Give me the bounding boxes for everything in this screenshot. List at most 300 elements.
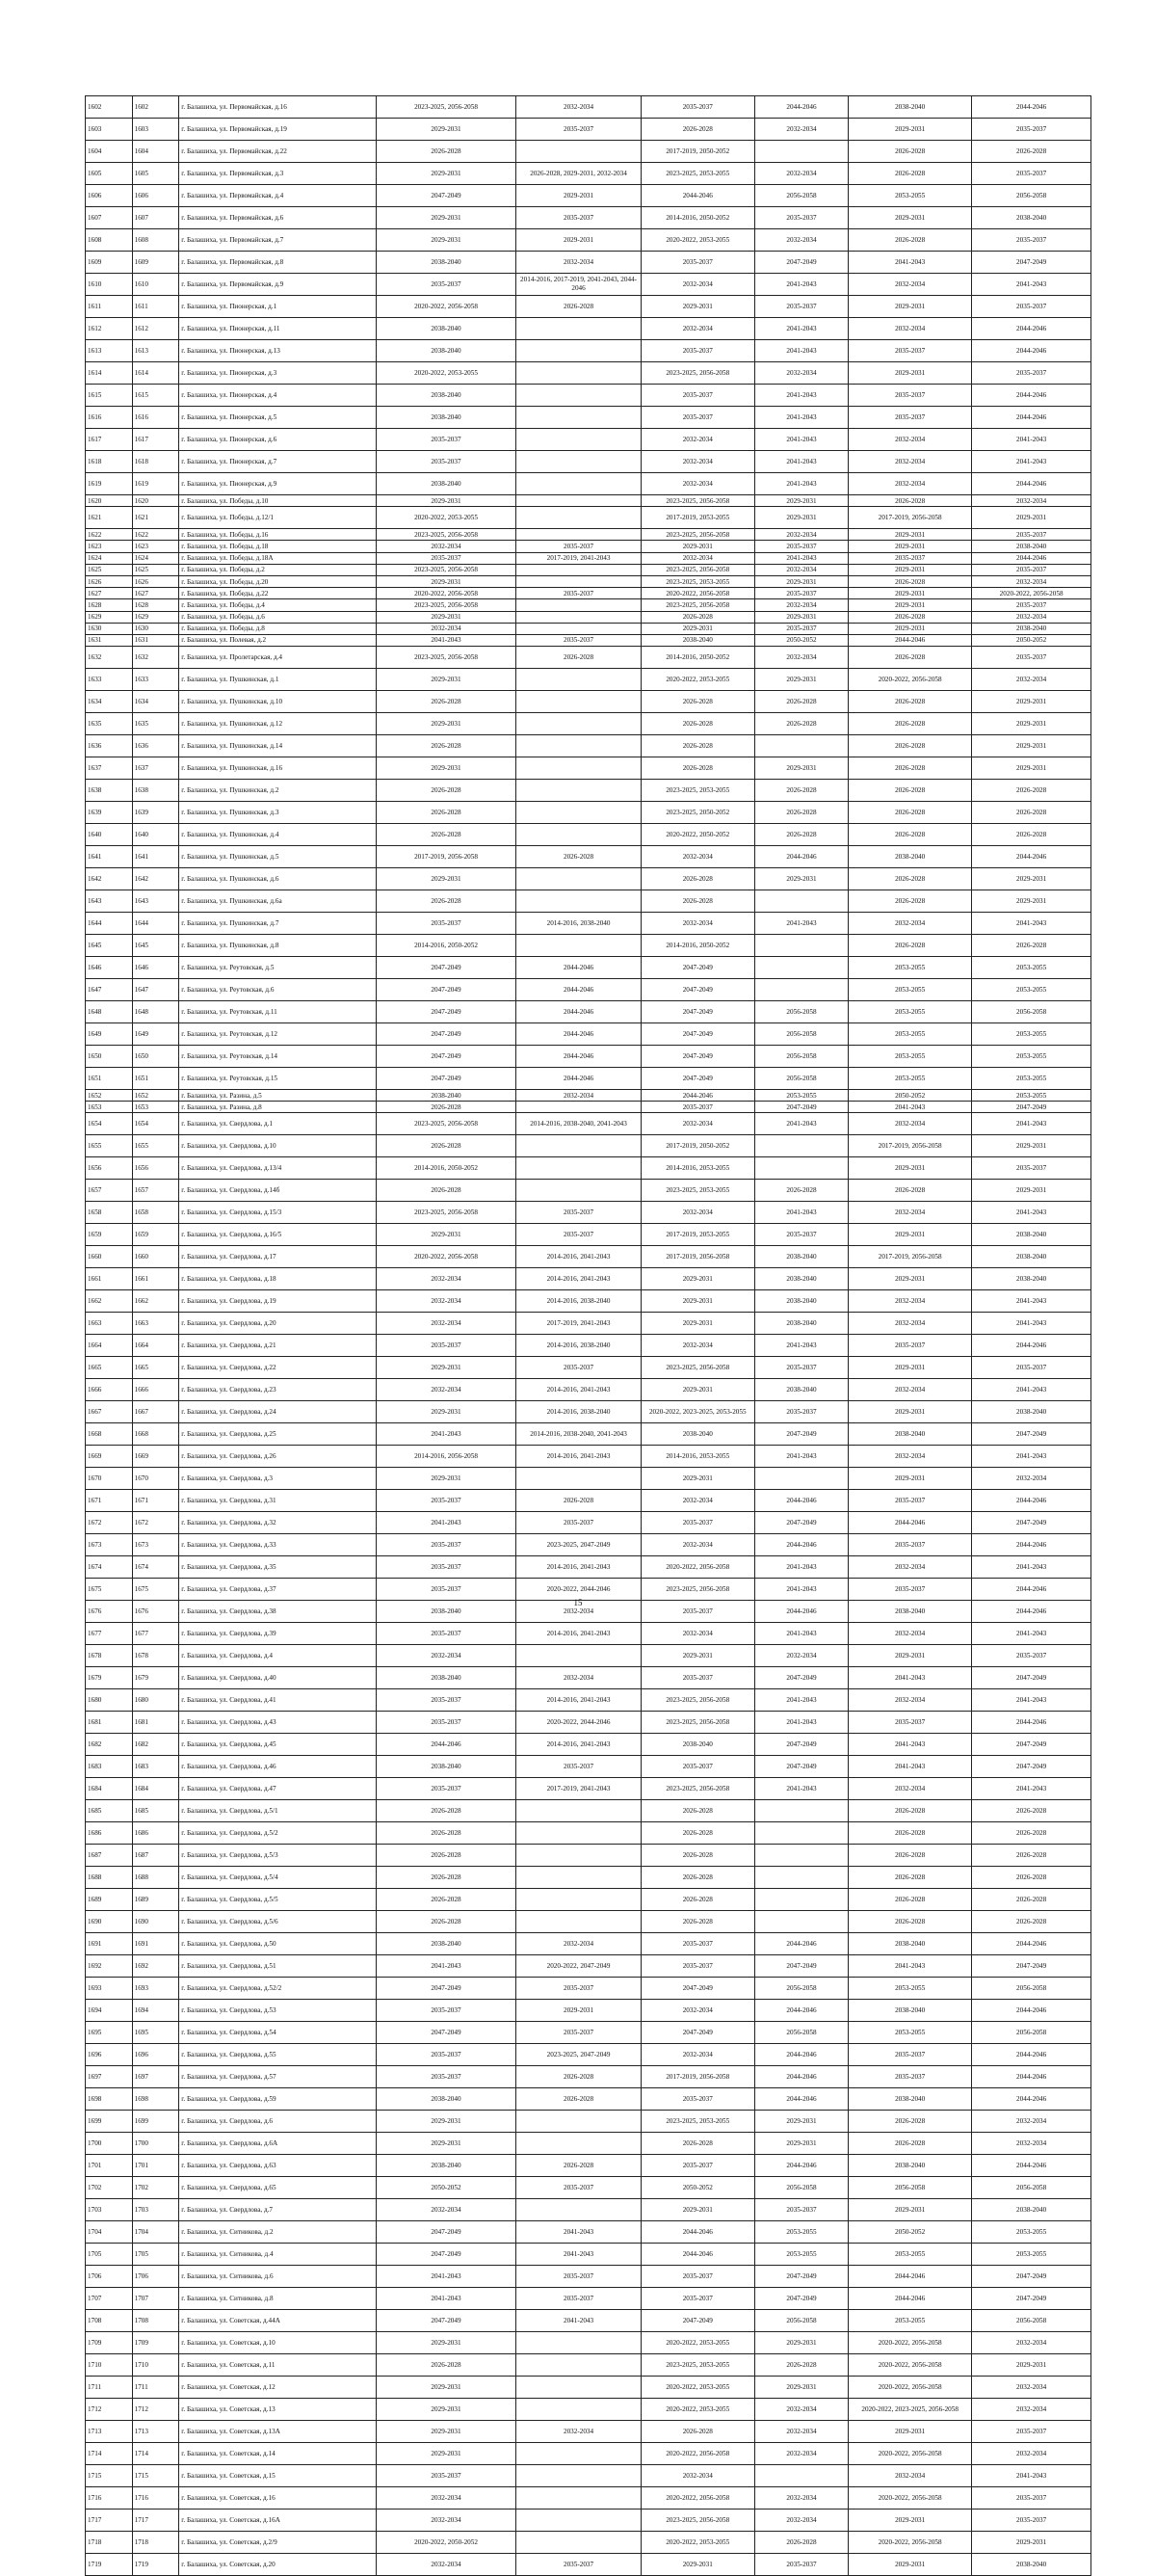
period-col-5-cell: 2038-2040 — [849, 2088, 972, 2111]
period-col-3-cell: 2020-2022, 2053-2055 — [641, 2377, 754, 2399]
period-col-1-cell: 2032-2034 — [376, 2199, 516, 2221]
period-col-6-cell: 2029-2031 — [972, 868, 1091, 890]
period-col-2-cell: 2041-2043 — [516, 2244, 641, 2266]
row-number-cell: 1677 — [86, 1623, 133, 1645]
table-row — [86, 429, 1091, 451]
period-col-1-cell: 2032-2034 — [376, 1313, 516, 1335]
house-id-cell: 1718 — [132, 2532, 179, 2554]
house-id-cell: 1656 — [132, 1157, 179, 1180]
period-col-2-cell — [516, 2199, 641, 2221]
period-col-2-cell: 2014-2016, 2041-2043 — [516, 1734, 641, 1756]
period-col-6-cell: 2035-2037 — [972, 1645, 1091, 1667]
period-col-6-cell: 2032-2034 — [972, 2332, 1091, 2354]
period-col-3-cell: 2020-2022, 2056-2058 — [641, 2443, 754, 2465]
table-row — [86, 647, 1091, 669]
row-number-cell: 1680 — [86, 1689, 133, 1712]
table-row — [86, 890, 1091, 913]
period-col-6-cell: 2044-2046 — [972, 96, 1091, 119]
address-cell: г. Балашиха, ул. Пушкинская, д.14 — [179, 735, 376, 757]
address-cell: г. Балашиха, ул. Разина, д.5 — [179, 1090, 376, 1102]
period-col-2-cell: 2014-2016, 2041-2043 — [516, 1379, 641, 1401]
address-cell: г. Балашиха, ул. Советская, д.13 — [179, 2399, 376, 2421]
period-col-6-cell: 2044-2046 — [972, 340, 1091, 362]
period-col-2-cell: 2035-2037 — [516, 2177, 641, 2199]
address-cell: г. Балашиха, ул. Победы, д.22 — [179, 588, 376, 599]
period-col-5-cell: 2026-2028 — [849, 1822, 972, 1845]
period-col-4-cell: 2026-2028 — [754, 1180, 848, 1202]
table-row — [86, 119, 1091, 141]
row-number-cell: 1636 — [86, 735, 133, 757]
period-col-5-cell: 2026-2028 — [849, 575, 972, 587]
period-col-5-cell: 2044-2046 — [849, 1512, 972, 1534]
period-col-3-cell: 2023-2025, 2056-2058 — [641, 599, 754, 611]
address-cell: г. Балашиха, ул. Реутовская, д.15 — [179, 1068, 376, 1090]
row-number-cell: 1644 — [86, 913, 133, 935]
period-col-6-cell: 2035-2037 — [972, 119, 1091, 141]
table-row — [86, 1845, 1091, 1867]
period-col-3-cell: 2020-2022, 2056-2058 — [641, 2487, 754, 2510]
house-id-cell: 1687 — [132, 1845, 179, 1867]
period-col-6-cell: 2041-2043 — [972, 1556, 1091, 1579]
table-row — [86, 1423, 1091, 1446]
address-cell: г. Балашиха, ул. Советская, д.16А — [179, 2510, 376, 2532]
period-col-6-cell: 2041-2043 — [972, 1623, 1091, 1645]
address-cell: г. Балашиха, ул. Свердлова, д.37 — [179, 1579, 376, 1601]
table-row — [86, 229, 1091, 252]
row-number-cell: 1701 — [86, 2155, 133, 2177]
house-id-cell: 1698 — [132, 2088, 179, 2111]
period-col-6-cell: 2044-2046 — [972, 552, 1091, 564]
period-col-4-cell: 2041-2043 — [754, 429, 848, 451]
period-col-6-cell: 2026-2028 — [972, 1800, 1091, 1822]
period-col-4-cell — [754, 979, 848, 1001]
period-col-6-cell: 2047-2049 — [972, 1512, 1091, 1534]
period-col-3-cell: 2032-2034 — [641, 1534, 754, 1556]
row-number-cell: 1676 — [86, 1601, 133, 1623]
period-col-1-cell: 2026-2028 — [376, 802, 516, 824]
house-id-cell: 1603 — [132, 119, 179, 141]
period-col-1-cell: 2014-2016, 2050-2052 — [376, 935, 516, 957]
period-col-5-cell: 2029-2031 — [849, 599, 972, 611]
period-col-3-cell: 2014-2016, 2053-2055 — [641, 1157, 754, 1180]
table-row — [86, 1090, 1091, 1102]
period-col-4-cell: 2035-2037 — [754, 207, 848, 229]
period-col-2-cell: 2023-2025, 2047-2049 — [516, 1534, 641, 1556]
period-col-6-cell: 2035-2037 — [972, 163, 1091, 185]
house-id-cell: 1610 — [132, 274, 179, 296]
house-id-cell: 1672 — [132, 1512, 179, 1534]
address-cell: г. Балашиха, ул. Свердлова, д.47 — [179, 1778, 376, 1800]
row-number-cell: 1640 — [86, 824, 133, 846]
period-col-2-cell — [516, 2465, 641, 2487]
period-col-6-cell: 2044-2046 — [972, 2000, 1091, 2022]
address-cell: г. Балашиха, ул. Пионерская, д.9 — [179, 473, 376, 495]
house-id-cell: 1652 — [132, 1090, 179, 1102]
row-number-cell: 1658 — [86, 1202, 133, 1224]
period-col-2-cell — [516, 1135, 641, 1157]
row-number-cell: 1697 — [86, 2066, 133, 2088]
period-col-4-cell: 2032-2034 — [754, 564, 848, 575]
period-col-4-cell: 2056-2058 — [754, 1046, 848, 1068]
period-col-4-cell: 2041-2043 — [754, 1712, 848, 1734]
period-col-3-cell: 2044-2046 — [641, 2244, 754, 2266]
period-col-3-cell: 2017-2019, 2053-2055 — [641, 507, 754, 529]
table-row — [86, 507, 1091, 529]
period-col-1-cell: 2047-2049 — [376, 2022, 516, 2044]
table-row — [86, 2022, 1091, 2044]
house-id-cell: 1638 — [132, 780, 179, 802]
period-col-3-cell: 2026-2028 — [641, 868, 754, 890]
house-id-cell: 1678 — [132, 1645, 179, 1667]
address-cell: г. Балашиха, ул. Пушкинская, д.6а — [179, 890, 376, 913]
row-number-cell: 1622 — [86, 529, 133, 541]
period-col-5-cell: 2026-2028 — [849, 1889, 972, 1911]
period-col-6-cell: 2044-2046 — [972, 2155, 1091, 2177]
period-col-5-cell: 2026-2028 — [849, 868, 972, 890]
house-id-cell: 1627 — [132, 588, 179, 599]
period-col-6-cell: 2035-2037 — [972, 229, 1091, 252]
table-row — [86, 1102, 1091, 1113]
house-id-cell: 1653 — [132, 1102, 179, 1113]
period-col-3-cell: 2035-2037 — [641, 1667, 754, 1689]
period-col-3-cell: 2035-2037 — [641, 385, 754, 407]
period-col-1-cell: 2014-2016, 2050-2052 — [376, 1157, 516, 1180]
house-id-cell: 1701 — [132, 2155, 179, 2177]
address-cell: г. Балашиха, ул. Свердлова, д.4 — [179, 1645, 376, 1667]
address-cell: г. Балашиха, ул. Пушкинская, д.8 — [179, 935, 376, 957]
table-row — [86, 1623, 1091, 1645]
period-col-6-cell: 2056-2058 — [972, 2177, 1091, 2199]
period-col-6-cell: 2044-2046 — [972, 1490, 1091, 1512]
address-cell: г. Балашиха, ул. Свердлова, д.5/6 — [179, 1911, 376, 1933]
period-col-5-cell: 2032-2034 — [849, 451, 972, 473]
period-col-6-cell: 2044-2046 — [972, 1601, 1091, 1623]
period-col-1-cell: 2035-2037 — [376, 274, 516, 296]
period-col-6-cell: 2044-2046 — [972, 1712, 1091, 1734]
period-col-6-cell: 2047-2049 — [972, 1734, 1091, 1756]
period-col-1-cell: 2029-2031 — [376, 495, 516, 507]
row-number-cell: 1707 — [86, 2288, 133, 2310]
period-col-2-cell: 2035-2037 — [516, 1512, 641, 1534]
row-number-cell: 1649 — [86, 1023, 133, 1046]
period-col-1-cell: 2038-2040 — [376, 1667, 516, 1689]
period-col-5-cell: 2026-2028 — [849, 2111, 972, 2133]
period-col-2-cell — [516, 141, 641, 163]
period-col-6-cell: 2044-2046 — [972, 1933, 1091, 1955]
period-col-2-cell: 2032-2034 — [516, 252, 641, 274]
period-col-6-cell: 2035-2037 — [972, 1157, 1091, 1180]
period-col-6-cell: 2026-2028 — [972, 1867, 1091, 1889]
period-col-2-cell — [516, 1468, 641, 1490]
period-col-2-cell: 2044-2046 — [516, 1068, 641, 1090]
period-col-1-cell: 2044-2046 — [376, 1734, 516, 1756]
period-col-3-cell: 2032-2034 — [641, 846, 754, 868]
period-col-1-cell: 2038-2040 — [376, 1933, 516, 1955]
period-col-4-cell: 2029-2031 — [754, 2377, 848, 2399]
address-cell: г. Балашиха, ул. Свердлова, д.19 — [179, 1290, 376, 1313]
address-cell: г. Балашиха, ул. Победы, д.18 — [179, 541, 376, 552]
period-col-4-cell — [754, 1800, 848, 1822]
period-col-2-cell — [516, 1157, 641, 1180]
period-col-1-cell: 2026-2028 — [376, 1180, 516, 1202]
row-number-cell: 1650 — [86, 1046, 133, 1068]
overhaul-schedule-table — [85, 95, 1091, 2576]
period-col-2-cell: 2014-2016, 2038-2040 — [516, 1290, 641, 1313]
row-number-cell: 1663 — [86, 1313, 133, 1335]
table-row — [86, 623, 1091, 634]
period-col-1-cell: 2032-2034 — [376, 1290, 516, 1313]
table-row — [86, 1246, 1091, 1268]
period-col-4-cell: 2056-2058 — [754, 1023, 848, 1046]
table-row — [86, 1468, 1091, 1490]
period-col-2-cell — [516, 935, 641, 957]
address-cell: г. Балашиха, ул. Свердлова, д.5/1 — [179, 1800, 376, 1822]
period-col-3-cell: 2014-2016, 2053-2055 — [641, 1446, 754, 1468]
table-row — [86, 1734, 1091, 1756]
table-row — [86, 2221, 1091, 2244]
period-col-4-cell: 2044-2046 — [754, 2044, 848, 2066]
house-id-cell: 1712 — [132, 2399, 179, 2421]
period-col-3-cell: 2023-2025, 2053-2055 — [641, 1180, 754, 1202]
house-id-cell: 1708 — [132, 2310, 179, 2332]
period-col-1-cell: 2047-2049 — [376, 2221, 516, 2244]
period-col-5-cell: 2044-2046 — [849, 634, 972, 646]
period-col-3-cell: 2023-2025, 2050-2052 — [641, 802, 754, 824]
period-col-6-cell: 2020-2022, 2056-2058 — [972, 588, 1091, 599]
house-id-cell: 1633 — [132, 669, 179, 691]
period-col-4-cell: 2029-2031 — [754, 2133, 848, 2155]
period-col-5-cell: 2026-2028 — [849, 647, 972, 669]
period-col-5-cell: 2032-2034 — [849, 1290, 972, 1313]
period-col-6-cell: 2041-2043 — [972, 1778, 1091, 1800]
address-cell: г. Балашиха, ул. Пушкинская, д.3 — [179, 802, 376, 824]
period-col-1-cell: 2029-2031 — [376, 1401, 516, 1423]
period-col-3-cell: 2026-2028 — [641, 1911, 754, 1933]
period-col-1-cell: 2047-2049 — [376, 1023, 516, 1046]
period-col-4-cell: 2029-2031 — [754, 2332, 848, 2354]
address-cell: г. Балашиха, ул. Свердлова, д.52/2 — [179, 1978, 376, 2000]
period-col-4-cell: 2041-2043 — [754, 913, 848, 935]
address-cell: г. Балашиха, ул. Победы, д.4 — [179, 599, 376, 611]
table-row — [86, 1202, 1091, 1224]
period-col-1-cell: 2035-2037 — [376, 1623, 516, 1645]
address-cell: г. Балашиха, ул. Свердлова, д.25 — [179, 1423, 376, 1446]
row-number-cell: 1656 — [86, 1157, 133, 1180]
address-cell: г. Балашиха, ул. Первомайская, д.22 — [179, 141, 376, 163]
period-col-6-cell: 2041-2043 — [972, 1313, 1091, 1335]
address-cell: г. Балашиха, ул. Пионерская, д.3 — [179, 362, 376, 385]
period-col-3-cell: 2035-2037 — [641, 1933, 754, 1955]
period-col-2-cell: 2035-2037 — [516, 541, 641, 552]
period-col-1-cell: 2032-2034 — [376, 2487, 516, 2510]
house-id-cell: 1631 — [132, 634, 179, 646]
house-id-cell: 1607 — [132, 207, 179, 229]
address-cell: г. Балашиха, ул. Реутовская, д.6 — [179, 979, 376, 1001]
period-col-5-cell: 2053-2055 — [849, 1023, 972, 1046]
period-col-4-cell: 2044-2046 — [754, 2088, 848, 2111]
table-row — [86, 1911, 1091, 1933]
period-col-1-cell: 2035-2037 — [376, 1778, 516, 1800]
period-col-3-cell: 2014-2016, 2050-2052 — [641, 647, 754, 669]
row-number-cell: 1626 — [86, 575, 133, 587]
period-col-4-cell: 2026-2028 — [754, 802, 848, 824]
row-number-cell: 1719 — [86, 2554, 133, 2576]
house-id-cell: 1660 — [132, 1246, 179, 1268]
table-row — [86, 1046, 1091, 1068]
period-col-6-cell: 2041-2043 — [972, 451, 1091, 473]
house-id-cell: 1690 — [132, 1911, 179, 1933]
period-col-6-cell: 2026-2028 — [972, 802, 1091, 824]
period-col-6-cell: 2044-2046 — [972, 318, 1091, 340]
period-col-4-cell — [754, 1911, 848, 1933]
period-col-2-cell: 2017-2019, 2041-2043 — [516, 552, 641, 564]
period-col-1-cell: 2029-2031 — [376, 2111, 516, 2133]
period-col-4-cell: 2029-2031 — [754, 611, 848, 623]
period-col-4-cell — [754, 1867, 848, 1889]
row-number-cell: 1637 — [86, 757, 133, 780]
address-cell: г. Балашиха, ул. Свердлова, д.20 — [179, 1313, 376, 1335]
period-col-1-cell: 2032-2034 — [376, 2554, 516, 2576]
table-row — [86, 1556, 1091, 1579]
period-col-2-cell — [516, 802, 641, 824]
period-col-2-cell — [516, 429, 641, 451]
period-col-3-cell: 2026-2028 — [641, 757, 754, 780]
period-col-1-cell: 2026-2028 — [376, 2354, 516, 2377]
period-col-5-cell: 2053-2055 — [849, 957, 972, 979]
row-number-cell: 1689 — [86, 1889, 133, 1911]
row-number-cell: 1603 — [86, 119, 133, 141]
period-col-1-cell: 2020-2022, 2053-2055 — [376, 362, 516, 385]
address-cell: г. Балашиха, ул. Свердлова, д.54 — [179, 2022, 376, 2044]
period-col-6-cell: 2047-2049 — [972, 1102, 1091, 1113]
period-col-1-cell: 2017-2019, 2056-2058 — [376, 846, 516, 868]
row-number-cell: 1693 — [86, 1978, 133, 2000]
period-col-6-cell: 2041-2043 — [972, 429, 1091, 451]
period-col-4-cell: 2047-2049 — [754, 1734, 848, 1756]
period-col-5-cell: 2026-2028 — [849, 824, 972, 846]
period-col-4-cell: 2038-2040 — [754, 1313, 848, 1335]
period-col-1-cell: 2029-2031 — [376, 2332, 516, 2354]
page-number: 15 — [573, 1598, 583, 1607]
period-col-3-cell: 2047-2049 — [641, 1046, 754, 1068]
row-number-cell: 1625 — [86, 564, 133, 575]
period-col-2-cell — [516, 2487, 641, 2510]
period-col-2-cell: 2014-2016, 2038-2040, 2041-2043 — [516, 1423, 641, 1446]
period-col-5-cell: 2026-2028 — [849, 141, 972, 163]
row-number-cell: 1615 — [86, 385, 133, 407]
row-number-cell: 1664 — [86, 1335, 133, 1357]
row-number-cell: 1614 — [86, 362, 133, 385]
house-id-cell: 1626 — [132, 575, 179, 587]
period-col-2-cell — [516, 2443, 641, 2465]
period-col-6-cell: 2038-2040 — [972, 2199, 1091, 2221]
table-row — [86, 2554, 1091, 2576]
table-row — [86, 1268, 1091, 1290]
period-col-1-cell: 2047-2049 — [376, 1001, 516, 1023]
period-col-2-cell: 2044-2046 — [516, 1001, 641, 1023]
address-cell: г. Балашиха, ул. Свердлова, д.6 — [179, 2111, 376, 2133]
row-number-cell: 1667 — [86, 1401, 133, 1423]
table-row — [86, 1357, 1091, 1379]
address-cell: г. Балашиха, ул. Советская, д.13А — [179, 2421, 376, 2443]
period-col-3-cell: 2035-2037 — [641, 2266, 754, 2288]
period-col-2-cell — [516, 691, 641, 713]
period-col-3-cell: 2026-2028 — [641, 2421, 754, 2443]
address-cell: г. Балашиха, ул. Свердлова, д.5/3 — [179, 1845, 376, 1867]
period-col-5-cell: 2032-2034 — [849, 913, 972, 935]
period-col-1-cell: 2047-2049 — [376, 1068, 516, 1090]
house-id-cell: 1675 — [132, 1579, 179, 1601]
period-col-2-cell: 2017-2019, 2041-2043 — [516, 1778, 641, 1800]
period-col-4-cell: 2032-2034 — [754, 2421, 848, 2443]
period-col-2-cell: 2044-2046 — [516, 1023, 641, 1046]
address-cell: г. Балашиха, ул. Пушкинская, д.2 — [179, 780, 376, 802]
row-number-cell: 1711 — [86, 2377, 133, 2399]
address-cell: г. Балашиха, ул. Свердлова, д.5/2 — [179, 1822, 376, 1845]
house-id-cell: 1684 — [132, 1778, 179, 1800]
period-col-1-cell: 2023-2025, 2056-2058 — [376, 564, 516, 575]
period-col-1-cell: 2038-2040 — [376, 340, 516, 362]
period-col-4-cell — [754, 1845, 848, 1867]
period-col-3-cell: 2035-2037 — [641, 2088, 754, 2111]
period-col-1-cell: 2026-2028 — [376, 1135, 516, 1157]
period-col-4-cell: 2032-2034 — [754, 362, 848, 385]
period-col-4-cell: 2056-2058 — [754, 2177, 848, 2199]
row-number-cell: 1712 — [86, 2399, 133, 2421]
address-cell: г. Балашиха, ул. Свердлова, д.16/5 — [179, 1224, 376, 1246]
period-col-1-cell: 2032-2034 — [376, 2510, 516, 2532]
period-col-3-cell: 2032-2034 — [641, 1113, 754, 1135]
period-col-2-cell: 2026-2028 — [516, 2155, 641, 2177]
period-col-6-cell: 2026-2028 — [972, 935, 1091, 957]
period-col-5-cell: 2032-2034 — [849, 1778, 972, 1800]
house-id-cell: 1715 — [132, 2465, 179, 2487]
period-col-3-cell: 2047-2049 — [641, 957, 754, 979]
period-col-1-cell: 2038-2040 — [376, 1756, 516, 1778]
period-col-2-cell — [516, 1180, 641, 1202]
period-col-1-cell: 2035-2037 — [376, 2044, 516, 2066]
period-col-6-cell: 2047-2049 — [972, 1756, 1091, 1778]
house-id-cell: 1682 — [132, 1734, 179, 1756]
period-col-1-cell: 2038-2040 — [376, 2155, 516, 2177]
period-col-2-cell: 2029-2031 — [516, 2000, 641, 2022]
period-col-5-cell: 2020-2022, 2023-2025, 2056-2058 — [849, 2399, 972, 2421]
period-col-3-cell: 2047-2049 — [641, 1068, 754, 1090]
period-col-6-cell: 2032-2034 — [972, 575, 1091, 587]
period-col-4-cell: 2035-2037 — [754, 1224, 848, 1246]
table-row — [86, 611, 1091, 623]
period-col-6-cell: 2041-2043 — [972, 1379, 1091, 1401]
period-col-6-cell: 2026-2028 — [972, 1889, 1091, 1911]
period-col-1-cell: 2035-2037 — [376, 2000, 516, 2022]
address-cell: г. Балашиха, ул. Первомайская, д.8 — [179, 252, 376, 274]
table-row — [86, 1224, 1091, 1246]
period-col-2-cell: 2044-2046 — [516, 957, 641, 979]
house-id-cell: 1667 — [132, 1401, 179, 1423]
table-row — [86, 252, 1091, 274]
period-col-3-cell: 2029-2031 — [641, 2199, 754, 2221]
period-col-3-cell: 2023-2025, 2056-2058 — [641, 1778, 754, 1800]
period-col-6-cell: 2038-2040 — [972, 623, 1091, 634]
period-col-2-cell: 2032-2034 — [516, 1601, 641, 1623]
period-col-6-cell: 2047-2049 — [972, 1667, 1091, 1689]
period-col-4-cell: 2041-2043 — [754, 1335, 848, 1357]
house-id-cell: 1679 — [132, 1667, 179, 1689]
address-cell: г. Балашиха, ул. Свердлова, д.5/4 — [179, 1867, 376, 1889]
table-row — [86, 2288, 1091, 2310]
period-col-3-cell: 2035-2037 — [641, 252, 754, 274]
period-col-3-cell: 2050-2052 — [641, 2177, 754, 2199]
